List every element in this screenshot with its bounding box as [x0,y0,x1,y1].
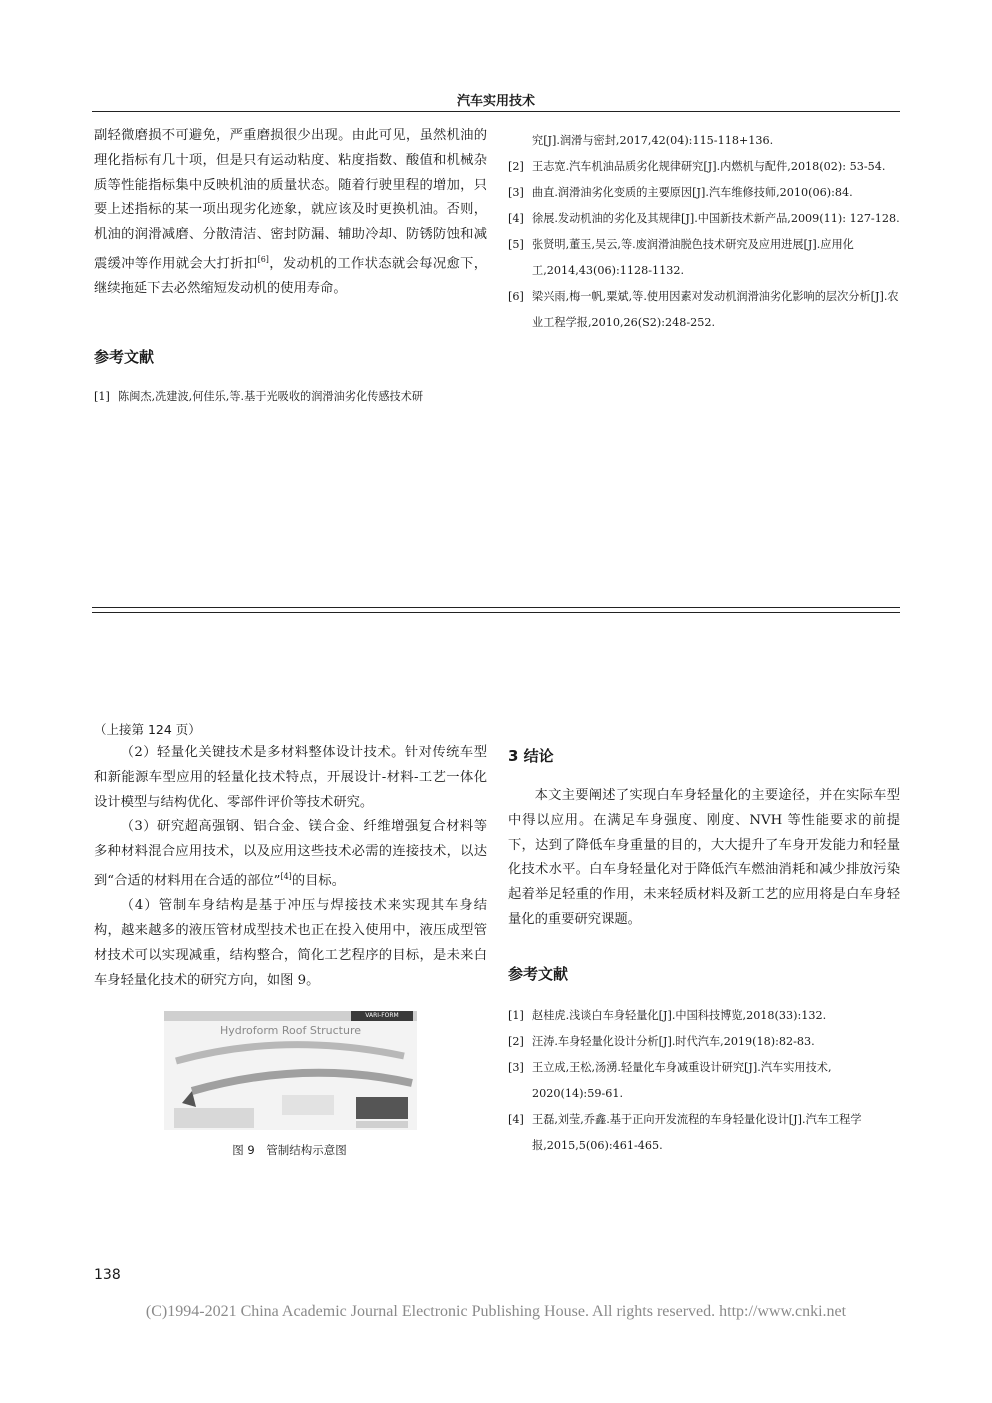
figure-inner-title: Hydroform Roof Structure [219,1024,362,1037]
page-number: 138 [94,1267,121,1283]
reference-text: 王志宽.汽车机油品质劣化规律研究[J].内燃机与配件,2018(02): 53-54. [532,160,886,173]
bottom-left-body [94,741,487,993]
article-separator-rule [92,607,900,613]
top-reference-3 [508,180,900,206]
reference-1-continuation: 究[J].润滑与密封,2017,42(04):115-118+136. [532,134,774,147]
bottom-references-heading: 参考文献 [508,965,569,983]
reference-text: 梁兴雨,梅一帆,粟斌,等.使用因素对发动机润滑油劣化影响的层次分析[J].农业工程学报,2010,26(S2):248-252. [532,290,899,329]
bottom-reference-4 [508,1107,900,1159]
conclusion-heading: 3 结论 [508,747,554,765]
top-reference-4 [508,206,900,232]
bottom-reference-3 [508,1055,900,1107]
roof-rail-upper [176,1045,404,1061]
continued-from-note: （上接第 124 页） [94,722,201,737]
figure-note-box-center [282,1095,334,1115]
top-reference-5 [508,232,900,284]
figure-note-box-left [174,1108,254,1128]
journal-header-title: 汽车实用技术 [456,94,535,109]
top-reference-2 [508,154,900,180]
reference-number: [6] [508,290,524,303]
reference-number: [1] [508,1009,524,1022]
bottom-right-references [508,1003,900,1159]
reference-text: 徐展.发动机油的劣化及其规律[J].中国新技术新产品,2009(11): 127-128. [532,212,900,225]
reference-text: 王磊,刘莹,乔鑫.基于正向开发流程的车身轻量化设计[J].汽车工程学报,2015,5(06):461-465. [532,1113,862,1152]
paragraph-3-text: （3）研究超高强钢、铝合金、镁合金、纤维增强复合材料等多种材料混合应用技术，以及应用这些技术必需的连接技术，以达到“合适的材料用在合适的部位” [94,819,487,889]
reference-text: 陈闽杰,冼建波,何佳乐,等.基于光吸收的润滑油劣化传感技术研 [118,390,424,403]
bottom-reference-1 [508,1003,900,1029]
reference-text: 汪涛.车身轻量化设计分析[J].时代汽车,2019(18):82-83. [532,1035,815,1048]
reference-number: [3] [508,1061,524,1074]
citation-6: [6] [257,254,269,264]
vari-form-logo: VARI-FORM [351,1011,413,1021]
copyright-notice: (C)1994-2021 China Academic Journal Electronic Publishing House. All rights reserved. http://www.cnki.net [145,1303,847,1320]
conclusion-body [508,784,900,933]
top-references-heading: 参考文献 [94,348,155,366]
reference-number: [4] [508,212,524,225]
top-body-tail: ，发动机的工作状态就会每况愈下，继续拖延下去必然缩短发动机的使用寿命。 [94,256,488,297]
paragraph-2: （2）轻量化关键技术是多材料整体设计技术。针对传统车型和新能源车型应用的轻量化技术特点，开展设计-材料-工艺一体化设计模型与结构优化、零部件评价等技术研究。 [94,745,487,810]
roof-rail-lower [192,1073,412,1091]
reference-number: [2] [508,160,524,173]
reference-number: [3] [508,186,524,199]
reference-text: 张贤明,董玉,吴云,等.废润滑油脱色技术研究及应用进展[J].应用化工,2014,43(06):1128-1132. [532,238,854,277]
hydroform-roof-drawing [164,1011,417,1130]
reference-text: 王立成,王松,汤湧.轻量化车身减重设计研究[J].汽车实用技术, 2020(14):59-61. [532,1061,832,1100]
reference-number: [2] [508,1035,524,1048]
top-reference-1 [94,384,487,410]
reference-number: [5] [508,238,524,251]
reference-number: [1] [94,390,110,403]
figure-photo-box [356,1097,408,1119]
conclusion-paragraph: 本文主要阐述了实现白车身轻量化的主要途径，并在实际车型中得以应用。在满足车身强度、刚度、NVH 等性能要求的前提下，达到了降低车身重量的目的，大大提升了车身开发能力和轻量化技术水平。白车身轻量化对于降低汽车燃油消耗和减少排放污染起着举足轻重的作用，未来轻质材料及新工艺的应用将是白车身轻量化的重要研究课题。 [508,788,900,927]
top-right-references [508,128,900,336]
figure-9-image [164,1011,417,1130]
header-rule [92,111,900,112]
top-body-text: 副轻微磨损不可避免，严重磨损很少出现。由此可见，虽然机油的理化指标有几十项，但是只有运动粘度、粘度指数、酸值和机械杂质等性能指标集中反映机油的质量状态。随着行驶里程的增加，只要上述指标的某一项出现劣化迹象，就应该及时更换机油。否则，机油的润滑减磨、分散清洁、密封防漏、辅助冷却、防锈防蚀和减震缓冲等作用就会大打折扣 [94,128,487,272]
reference-text: 曲直.润滑油劣化变质的主要原因[J].汽车维修技师,2010(06):84. [532,186,853,199]
figure-9-caption: 图 9 管制结构示意图 [232,1143,347,1157]
paragraph-3-tail: 的目标。 [291,873,345,889]
reference-text: 赵桂虎.浅谈白车身轻量化[J].中国科技博览,2018(33):132. [532,1009,827,1022]
paragraph-4: （4）管制车身结构是基于冲压与焊接技术来实现其车身结构，越来越多的液压管材成型技术也正在投入使用中，液压成型管材技术可以实现减重，结构整合，简化工艺程序的目标，是未来白车身轻量化技术的研究方向，如图 9。 [94,898,487,988]
citation-4: [4] [280,871,292,881]
bottom-reference-2 [508,1029,900,1055]
top-reference-6 [508,284,900,336]
paragraph-3 [94,815,487,894]
reference-number: [4] [508,1113,524,1126]
figure-note-box-right [356,1121,408,1128]
top-left-body [94,124,487,302]
